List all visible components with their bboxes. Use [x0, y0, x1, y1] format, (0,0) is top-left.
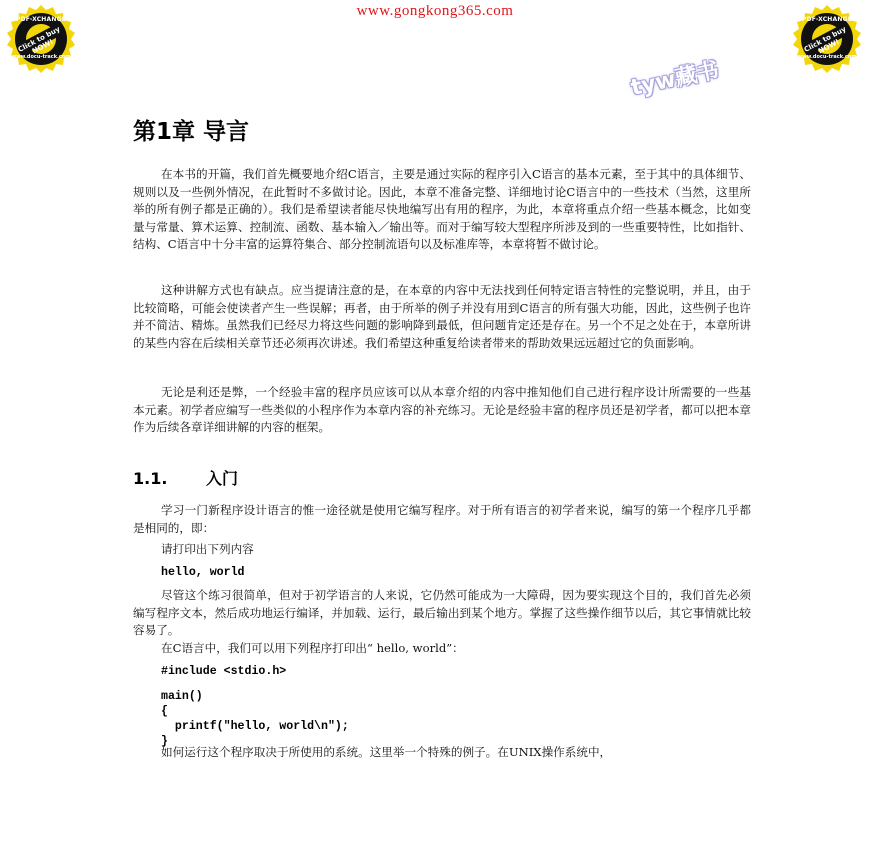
site-url[interactable]: www.gongkong365.com: [356, 3, 514, 19]
intro-paragraph-3: 无论是利还是弊，一个经验丰富的程序员应该可以从本章介绍的内容中推知他们自己进行程序设计所需要的一些基本元素。初学者应编写一些类似的小程序作为本章内容的补充练习。无论是经验丰富的程序员还是初学者，都可以把本章作为后续各章详细讲解的内容的框架。: [133, 385, 751, 435]
code-include-line: #include <stdio.h>: [161, 665, 287, 678]
code-main-function: main() { printf("hello, world\n"); }: [161, 690, 349, 748]
chapter-title: 第1章 导言: [133, 119, 250, 145]
badge-bottom-text: www.docu-track.com: [11, 54, 71, 60]
section-title: 入门: [206, 469, 239, 488]
badge-bottom-text: www.docu-track.com: [797, 54, 857, 60]
section-paragraph-3: 如何运行这个程序取决于所使用的系统。这里举一个特殊的例子。在UNIX操作系统中，: [161, 745, 612, 759]
pdf-xchange-badge-right[interactable]: [792, 4, 862, 74]
badge-top-text: PDF-XCHANGE: [15, 16, 67, 23]
c-program-intro-line: 在C语言中，我们可以用下列程序打印出“ hello, world”：: [161, 641, 464, 655]
intro-paragraph-1: 在本书的开篇，我们首先概要地介绍C语言，主要是通过实际的程序引入C语言的基本元素，至于其中的具体细节、规则以及一些例外情况，在此暂时不多做讨论。因此，本章不准备完整、详细地讨论C语言中的一些技术（当然，这里所举的所有例子都是正确的）。我们是希望读者能尽快地编写出有用的程序，为此，本章将重点介绍一些基本概念，比如变量与常量、算术运算、控制流、函数、基本输入／输出等。而对于编写较大型程序所涉及到的一些重要特性，比如指针、结构、C语言中十分丰富的运算符集合、部分控制流语句以及标准库等，本章将暂不做讨论。: [133, 167, 751, 252]
instruction-line: 请打印出下列内容: [161, 542, 254, 556]
seal-icon: [792, 4, 862, 74]
badge-mid-text: Click to buy NOW!: [16, 25, 62, 56]
seal-icon: [6, 4, 76, 74]
section-paragraph-2: 尽管这个练习很简单，但对于初学语言的人来说，它仍然可能成为一大障碍，因为要实现这个目的，我们首先必须编写程序文本，然后成功地运行编译，并加载、运行，最后输出到某个地方。掌握了这些操作细节以后，其它事情就比较容易了。: [133, 588, 751, 638]
watermark-stamp: tyw藏书: [628, 57, 722, 101]
section-heading: [133, 466, 238, 489]
intro-paragraph-2: 这种讲解方式也有缺点。应当提请注意的是，在本章的内容中无法找到任何特定语言特性的完整说明，并且，由于比较简略，可能会使读者产生一些误解；再者，由于所举的例子并没有用到C语言的所有强大功能，因此，这些例子也许并不简洁、精炼。虽然我们已经尽力将这些问题的影响降到最低，但问题肯定还是存在。另一个不足之处在于，本章所讲的某些内容在后续相关章节还必须再次讲述。我们希望这种重复给读者带来的帮助效果远远超过它的负面影响。: [133, 283, 751, 350]
section-paragraph-1: 学习一门新程序设计语言的惟一途径就是使用它编写程序。对于所有语言的初学者来说，编写的第一个程序几乎都是相同的，即：: [133, 503, 751, 535]
section-number: 1.1.: [133, 469, 168, 488]
pdf-xchange-badge-left[interactable]: [6, 4, 76, 74]
badge-mid-text: Click to buy NOW!: [802, 25, 848, 56]
code-output-example: hello, world: [161, 566, 245, 579]
badge-top-text: PDF-XCHANGE: [801, 16, 853, 23]
